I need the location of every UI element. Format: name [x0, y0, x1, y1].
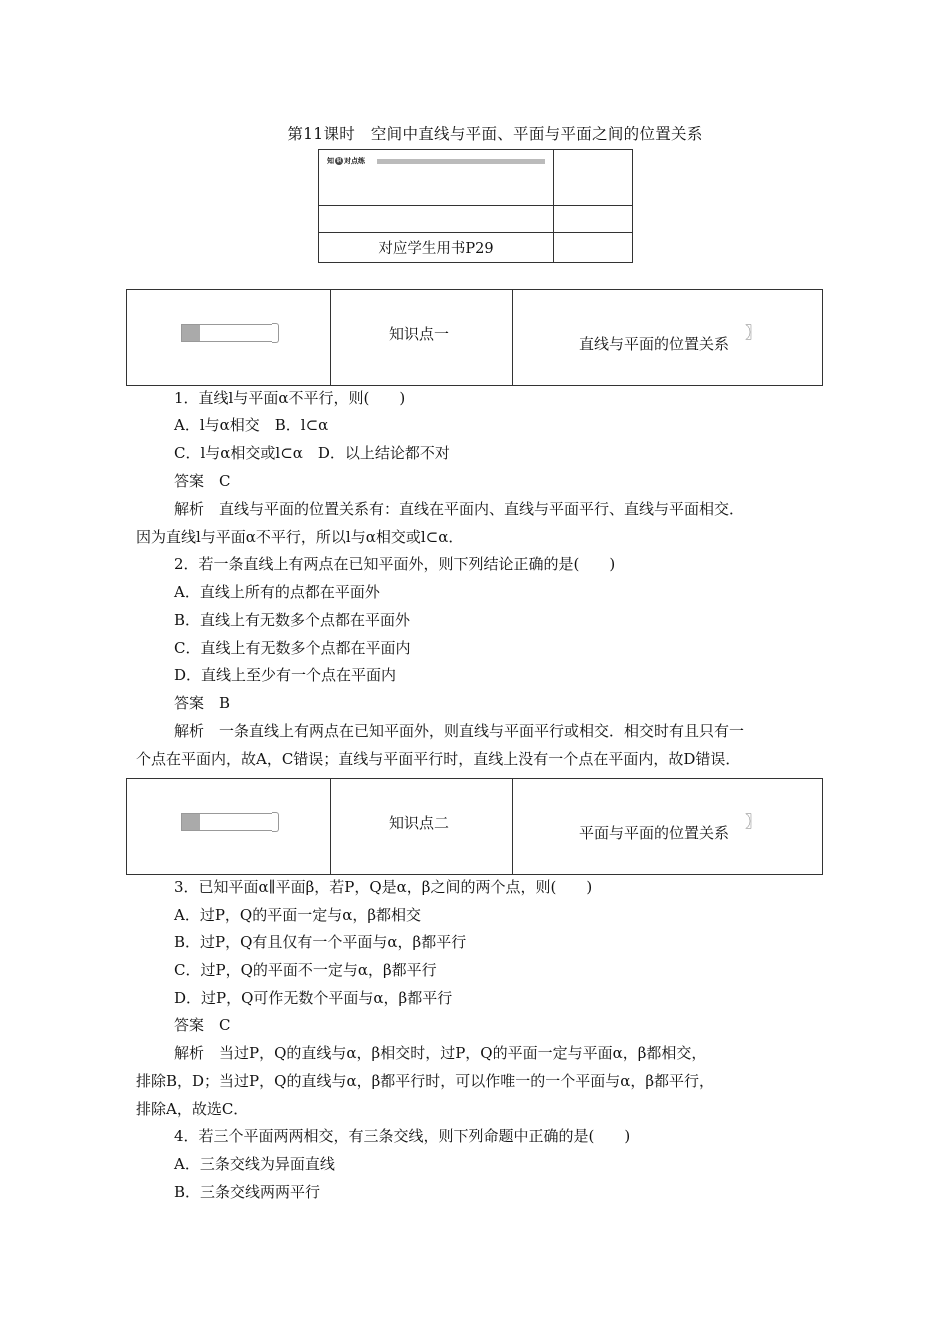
text-line: 3．已知平面α∥平面β，若P，Q是α，β之间的两个点，则( ) [174, 878, 593, 896]
text-line: C．过P，Q的平面不一定与α，β都平行 [174, 961, 437, 979]
text-line: 排除B，D；当过P，Q的直线与α，β都平行时，可以作唯一的一个平面与α，β都平行， [136, 1072, 715, 1090]
text-line: C．直线上有无数多个点都在平面内 [174, 639, 411, 657]
text-line: D．过P，Q可作无数个平面与α，β都平行 [174, 989, 453, 1007]
text-line: C．l与α相交或l⊂α D．以上结论都不对 [174, 444, 450, 462]
section-topic: 直线与平面的位置关系 [579, 335, 730, 353]
analysis-line: 解析 当过P，Q的直线与α，β相交时，过P，Q的平面一定与平面α，β都相交， [174, 1044, 707, 1062]
header-logo-cell [319, 150, 554, 206]
header-empty-cell [554, 206, 633, 233]
section-progress-bar [181, 813, 275, 831]
section-progress-bar [181, 324, 275, 342]
section-label: 知识点一 [389, 325, 450, 343]
text-line: 个点在平面内，故A，C错误；直线与平面平行时，直线上没有一个点在平面内，故D错误． [136, 750, 741, 768]
header-empty-cell [554, 150, 633, 206]
text-line: B．直线上有无数多个点都在平面外 [174, 611, 411, 629]
page-title: 第11课时 空间中直线与平面、平面与平面之间的位置关系 [287, 125, 703, 143]
answer-line: 答案 B [174, 694, 231, 712]
text-line: 1．直线l与平面α不平行，则( ) [174, 389, 406, 407]
text-line: 排除A，故选C． [136, 1100, 249, 1118]
text-line: D．直线上至少有一个点在平面内 [174, 666, 397, 684]
section-topic: 平面与平面的位置关系 [579, 824, 730, 842]
knowledge-logo-icon: 知 识 对点练 [327, 156, 365, 165]
answer-line: 答案 C [174, 472, 231, 490]
bracket-icon: 〗 [745, 812, 762, 831]
analysis-line: 解析 一条直线上有两点在已知平面外，则直线与平面平行或相交．相交时有且只有一 [174, 722, 745, 740]
text-line: A．过P，Q的平面一定与α，β都相交 [174, 906, 422, 924]
text-line: B．过P，Q有且仅有一个平面与α，β都平行 [174, 933, 467, 951]
bracket-icon: 〗 [745, 323, 762, 342]
book-reference: 对应学生用书P29 [319, 233, 554, 263]
section-header-2 [126, 778, 823, 875]
text-line: 4．若三个平面两两相交，有三条交线，则下列命题中正确的是( ) [174, 1127, 631, 1145]
header-bar [377, 159, 545, 164]
text-line: A．三条交线为异面直线 [174, 1155, 335, 1173]
text-line: B．三条交线两两平行 [174, 1183, 321, 1201]
text-line: 2．若一条直线上有两点在已知平面外，则下列结论正确的是( ) [174, 555, 616, 573]
header-box [318, 149, 633, 263]
text-line: A．l与α相交 B．l⊂α [174, 416, 329, 434]
section-bar-end [272, 812, 279, 832]
header-empty-cell [319, 206, 554, 233]
analysis-line: 解析 直线与平面的位置关系有：直线在平面内、直线与平面平行、直线与平面相交． [174, 500, 745, 518]
section-bar-end [272, 323, 279, 343]
section-label: 知识点二 [389, 814, 450, 832]
text-line: A．直线上所有的点都在平面外 [174, 583, 380, 601]
section-header-1 [126, 289, 823, 386]
answer-line: 答案 C [174, 1016, 231, 1034]
header-empty-cell [554, 233, 633, 263]
text-line: 因为直线l与平面α不平行，所以l与α相交或l⊂α． [136, 528, 464, 546]
